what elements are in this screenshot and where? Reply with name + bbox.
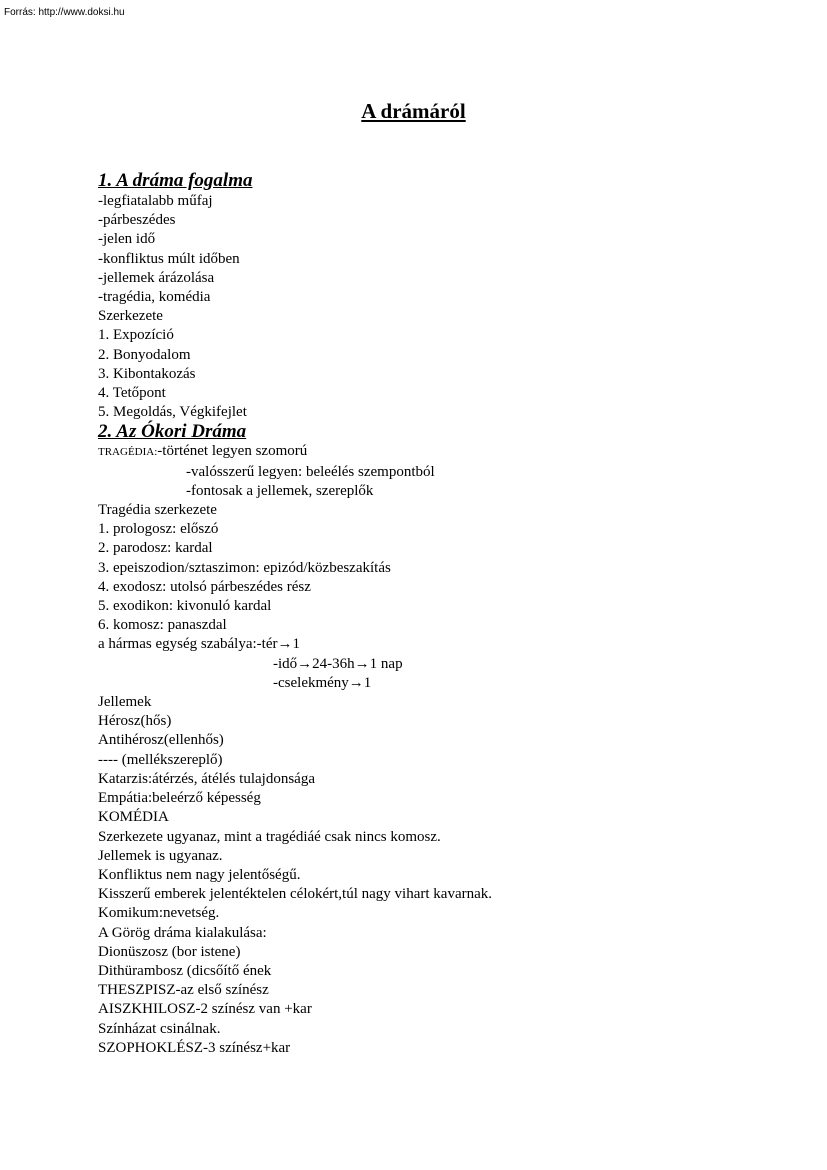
text-line: AISZKHILOSZ-2 színész van +kar (98, 1001, 312, 1018)
text-line: 3. epeiszodion/sztaszimon: epizód/közbeszakítás (98, 559, 391, 576)
text-line: Konfliktus nem nagy jelentőségű. (98, 866, 301, 883)
text-line: Színházat csinálnak. (98, 1020, 221, 1037)
text-line: 1. Expozíció (98, 327, 174, 344)
text-line: Empátia:beleérző képesség (98, 790, 261, 807)
text-line: 5. Megoldás, Végkifejlet (98, 404, 247, 421)
text-line: -tragédia, komédia (98, 289, 211, 306)
text-line: -valósszerű legyen: beleélés szempontból (186, 463, 435, 480)
text-line: Kisszerű emberek jelentéktelen célokért,túl nagy vihart kavarnak. (98, 886, 492, 903)
text-line: -párbeszédes (98, 212, 176, 229)
text-line: Antihérosz(ellenhős) (98, 732, 224, 749)
text-line: Katarzis:átérzés, átélés tulajdonsága (98, 770, 315, 787)
text-line: -idő→24-36h→1 nap (273, 655, 403, 672)
tragedia-first: -történet legyen szomorú (157, 443, 308, 460)
text-line: 3. Kibontakozás (98, 365, 196, 382)
text-line: KOMÉDIA (98, 809, 169, 826)
section-2-heading: 2. Az Ókori Dráma (98, 421, 247, 443)
text-line: Jellemek (98, 694, 152, 711)
text-line: Jellemek is ugyanaz. (98, 847, 223, 864)
text-line: A Görög dráma kialakulása: (98, 924, 267, 941)
text-line: -fontosak a jellemek, szereplők (186, 482, 374, 499)
text-line: Komikum:nevetség. (98, 905, 220, 922)
section-1-list (98, 192, 798, 422)
unity-rule-line: a hármas egység szabálya:-tér→1 (98, 636, 300, 653)
text-line: Dithürambosz (dicsőítő ének (98, 962, 272, 979)
text-line: 4. exodosz: utolsó párbeszédes rész (98, 578, 311, 595)
text-line: Szerkezete ugyanaz, mint a tragédiáé csak nincs komosz. (98, 828, 441, 845)
text-line: THESZPISZ-az első színész (98, 982, 269, 999)
text-line: Tragédia szerkezete (98, 502, 217, 519)
text-line: Dionüszosz (bor istene) (98, 943, 241, 960)
text-line: Szerkezete (98, 308, 163, 325)
page-title: A drámáról (361, 99, 466, 123)
text-line: 2. parodosz: kardal (98, 540, 213, 557)
text-line: 2. Bonyodalom (98, 346, 191, 363)
section-1-heading: 1. A dráma fogalma (98, 170, 253, 191)
text-line: ---- (mellékszereplő) (98, 751, 223, 768)
text-line: Hérosz(hős) (98, 713, 172, 730)
text-line: -jelen idő (98, 231, 156, 248)
text-line: -konfliktus múlt időben (98, 250, 240, 267)
text-line: 5. exodikon: kivonuló kardal (98, 598, 272, 615)
text-line: 6. komosz: panaszdal (98, 617, 227, 634)
text-line: -legfiatalabb műfaj (98, 193, 213, 209)
tragedia-line (98, 442, 798, 462)
text-line: 4. Tetőpont (98, 385, 166, 402)
text-line: -jellemek árázolása (98, 269, 215, 286)
source-note: Forrás: http://www.doksi.hu (4, 7, 125, 18)
tragedia-label: TRAGÉDIA: (98, 446, 158, 459)
document-body (98, 170, 798, 1058)
text-line: 1. prologosz: előszó (98, 521, 219, 538)
text-line: -cselekmény→1 (273, 674, 372, 691)
text-line: SZOPHOKLÉSZ-3 színész+kar (98, 1039, 291, 1056)
